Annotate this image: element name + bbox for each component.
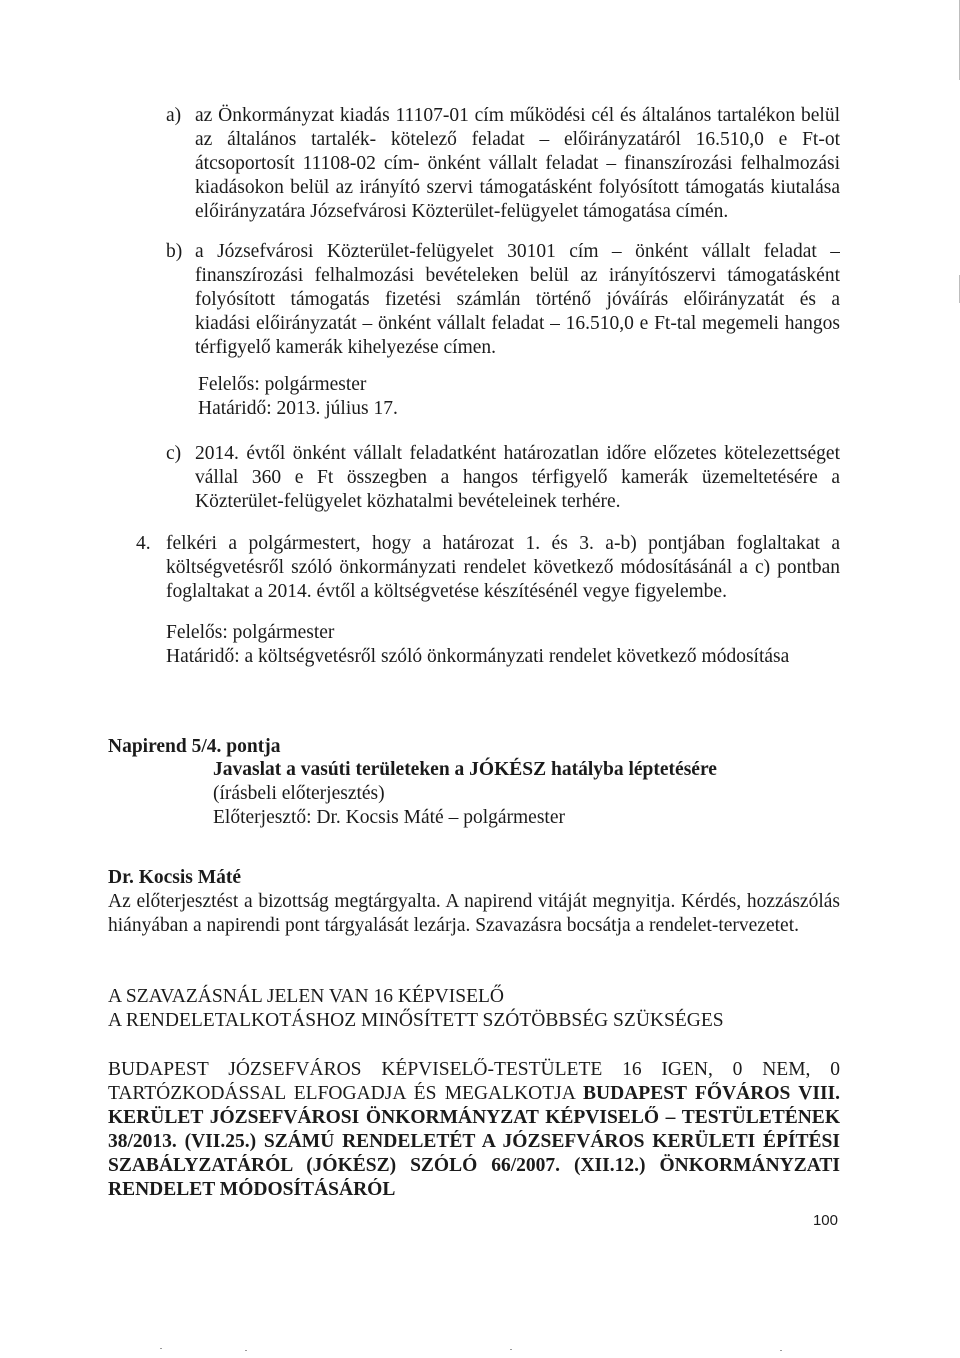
- scan-speck: [245, 1350, 247, 1351]
- speaker-line: hiányában a napirendi pont tárgyalását lezárja. Szavazásra bocsátja a rendelet-tervezetet.: [108, 915, 799, 936]
- speaker-name: Dr. Kocsis Máté: [108, 867, 242, 888]
- decision-line-2: [108, 1082, 840, 1106]
- decision-line-5: SZABÁLYZATÁRÓL (JÓKÉSZ) SZÓLÓ 66/2007. (XII.12.) ÖNKORMÁNYZATI: [108, 1155, 840, 1176]
- item-c-line: Közterület-felügyelet közhatalmi bevételeinek terhére.: [195, 491, 621, 512]
- decision-line-6: RENDELET MÓDOSÍTÁSÁRÓL: [108, 1179, 396, 1200]
- item-a-line: átcsoportosít 11108-02 cím- önként vállalt feladat – finanszírozási felhalmozási: [195, 153, 840, 174]
- item-b-label: b): [166, 241, 183, 262]
- scan-speck: [510, 1349, 512, 1350]
- decision-line-3: KERÜLET JÓZSEFVÁROSI ÖNKORMÁNYZAT KÉPVISELŐ – TESTÜLETÉNEK: [108, 1107, 840, 1128]
- decision-line-2-plain: TARTÓZKODÁSSAL ELFOGADJA ÉS MEGALKOTJA: [108, 1083, 575, 1104]
- agenda-note: (írásbeli előterjesztés): [213, 783, 385, 804]
- item-c-text: [195, 442, 840, 514]
- decision-text: [108, 1058, 840, 1202]
- decision-line-4: 38/2013. (VII.25.) SZÁMÚ RENDELETÉT A JÓZSEFVÁROS KERÜLETI ÉPÍTÉSI: [108, 1131, 840, 1152]
- item-c-line: 2014. évtől önként vállalt feladatként határozatlan időre előzetes kötelezettséget: [195, 443, 840, 464]
- item-a-line: előirányzatára Józsefvárosi Közterület-felügyelet támogatása címén.: [195, 201, 729, 222]
- vote-present: A SZAVAZÁSNÁL JELEN VAN 16 KÉPVISELŐ: [108, 986, 504, 1007]
- agenda-title: Javaslat a vasúti területeken a JÓKÉSZ hatályba léptetésére: [213, 759, 717, 780]
- item-a-line: kiadásokon belül az irányító szervi támogatásként folyósított támogatás kiutalása: [195, 177, 840, 198]
- item-b-line: finanszírozási felhalmozási bevételeken belül az irányítószervi támogatásként: [195, 265, 840, 286]
- item-4-text: [166, 532, 840, 604]
- speaker-line: Az előterjesztést a bizottság megtárgyalta. A napirend vitáját megnyitja. Kérdés, hozzászólás: [108, 891, 840, 912]
- item-a-text: [195, 104, 840, 224]
- item-b-responsible: Felelős: polgármester: [198, 374, 367, 395]
- item-b-line: a Józsefvárosi Közterület-felügyelet 30101 cím – önként vállalt feladat –: [195, 241, 840, 262]
- item-4-label: 4.: [136, 533, 151, 554]
- page-number: 100: [812, 1212, 838, 1229]
- speaker-text: [108, 890, 840, 938]
- item-b-line: folyósított támogatás fizetési számlán történő jóváírás előirányzatát és a: [195, 289, 840, 310]
- item-a-line: az Önkormányzat kiadás 11107-01 cím működési cél és általános tartalékon belül: [195, 105, 840, 126]
- item-4-responsible: Felelős: polgármester: [166, 622, 335, 643]
- scan-speck: [160, 1348, 162, 1349]
- item-a-label: a): [166, 105, 182, 126]
- item-b-deadline: Határidő: 2013. július 17.: [198, 398, 398, 419]
- agenda-presenter: Előterjesztő: Dr. Kocsis Máté – polgármester: [213, 807, 565, 828]
- scan-speck: [780, 1350, 782, 1351]
- decision-line-2-bold: BUDAPEST FŐVÁROS VIII.: [583, 1083, 840, 1104]
- vote-majority: A RENDELETALKOTÁSHOZ MINŐSÍTETT SZÓTÖBBSÉG SZÜKSÉGES: [108, 1010, 724, 1031]
- item-c-line: vállal 360 e Ft összegben a hangos térfigyelő kamerák üzemeltetésére a: [195, 467, 840, 488]
- item-a-line: az általános tartalék- kötelező feladat – előirányzatáról 16.510,0 e Ft-ot: [195, 129, 840, 150]
- item-4-line: költségvetésről szóló önkormányzati rendelet következő módosításánál a c) pontban: [166, 557, 840, 578]
- item-4-line: foglaltakat a 2014. évtől a költségvetése készítésénél vegye figyelembe.: [166, 581, 727, 602]
- item-b-line: térfigyelő kamerák kihelyezése címen.: [195, 337, 497, 358]
- agenda-heading: Napirend 5/4. pontja: [108, 736, 281, 757]
- decision-line-1: BUDAPEST JÓZSEFVÁROS KÉPVISELŐ-TESTÜLETE 16 IGEN, 0 NEM, 0: [108, 1059, 840, 1080]
- item-b-text: [195, 240, 840, 360]
- item-4-deadline: Határidő: a költségvetésről szóló önkormányzati rendelet következő módosítása: [166, 646, 790, 667]
- item-b-line: kiadási előirányzatát – önként vállalt feladat – 16.510,0 e Ft-tal megemeli hangos: [195, 313, 840, 334]
- item-4-line: felkéri a polgármestert, hogy a határozat 1. és 3. a-b) pontjában foglaltakat a: [166, 533, 840, 554]
- item-c-label: c): [166, 443, 182, 464]
